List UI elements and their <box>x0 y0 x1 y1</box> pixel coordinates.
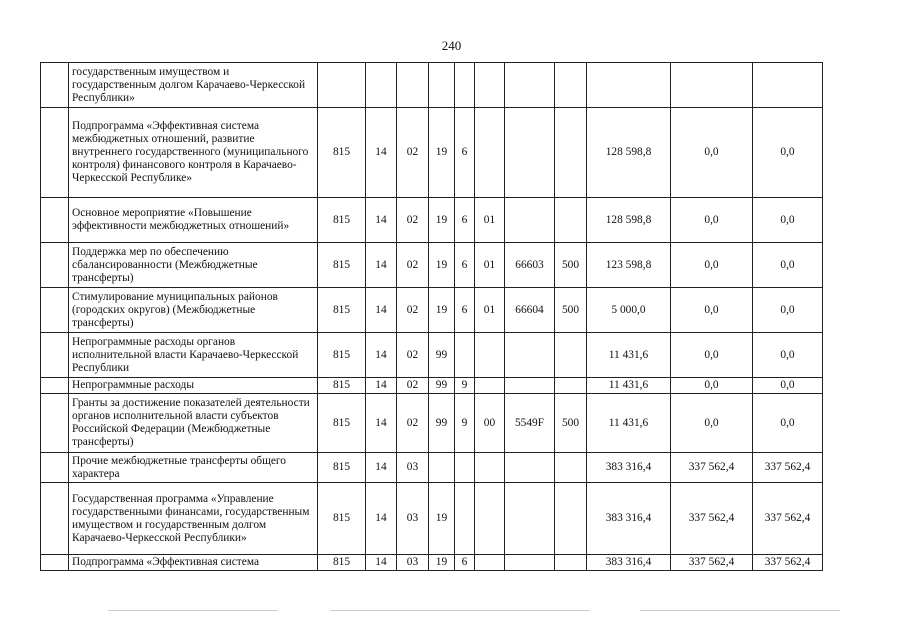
amount-year-2 <box>671 63 753 108</box>
target-direction-code <box>505 483 555 555</box>
amount-year-3: 337 562,4 <box>753 453 823 483</box>
section-code: 14 <box>366 198 397 243</box>
grbs-code: 815 <box>318 333 366 378</box>
expense-type-code: 500 <box>555 394 587 453</box>
target-program-code: 99 <box>429 333 455 378</box>
target-direction-code <box>505 453 555 483</box>
amount-year-2: 337 562,4 <box>671 483 753 555</box>
row-name: Подпрограмма «Эффективная система <box>69 555 318 571</box>
table-row <box>41 288 823 333</box>
target-event-code <box>475 333 505 378</box>
amount-year-2: 337 562,4 <box>671 555 753 571</box>
subsection-code: 02 <box>397 394 429 453</box>
grbs-code: 815 <box>318 453 366 483</box>
section-code: 14 <box>366 288 397 333</box>
expense-type-code <box>555 378 587 394</box>
target-program-code <box>429 63 455 108</box>
target-program-code: 19 <box>429 108 455 198</box>
target-subprogram-code <box>455 63 475 108</box>
amount-year-3: 337 562,4 <box>753 483 823 555</box>
expense-type-code <box>555 108 587 198</box>
row-name: Прочие межбюджетные трансферты общего характера <box>69 453 318 483</box>
amount-year-3: 0,0 <box>753 198 823 243</box>
amount-year-3: 337 562,4 <box>753 555 823 571</box>
target-event-code: 00 <box>475 394 505 453</box>
section-code: 14 <box>366 108 397 198</box>
section-code: 14 <box>366 555 397 571</box>
row-index-cell <box>41 555 69 571</box>
amount-year-2: 0,0 <box>671 378 753 394</box>
row-index-cell <box>41 108 69 198</box>
table-row <box>41 333 823 378</box>
row-name: Основное мероприятие «Повышение эффективности межбюджетных отношений» <box>69 198 318 243</box>
table-row <box>41 483 823 555</box>
row-index-cell <box>41 288 69 333</box>
grbs-code: 815 <box>318 243 366 288</box>
target-program-code: 99 <box>429 378 455 394</box>
subsection-code: 02 <box>397 333 429 378</box>
subsection-code: 02 <box>397 243 429 288</box>
section-code: 14 <box>366 394 397 453</box>
section-code: 14 <box>366 453 397 483</box>
amount-year-3: 0,0 <box>753 333 823 378</box>
target-event-code <box>475 63 505 108</box>
grbs-code: 815 <box>318 108 366 198</box>
amount-year-1: 383 316,4 <box>587 483 671 555</box>
expense-type-code <box>555 63 587 108</box>
target-direction-code: 66603 <box>505 243 555 288</box>
amount-year-1: 11 431,6 <box>587 333 671 378</box>
budget-table <box>40 62 823 571</box>
row-name: Подпрограмма «Эффективная система межбюджетных отношений, развитие внутреннего государственного (муниципального контроля) финансового контроля в Карачаево-Черкесской Республике» <box>69 108 318 198</box>
section-code: 14 <box>366 243 397 288</box>
row-name: Государственная программа «Управление государственными финансами, государственным имуществом и государственным долгом Карачаево-Черкесской Республики» <box>69 483 318 555</box>
target-program-code: 19 <box>429 555 455 571</box>
target-direction-code: 5549F <box>505 394 555 453</box>
amount-year-1: 128 598,8 <box>587 198 671 243</box>
table-row <box>41 555 823 571</box>
grbs-code: 815 <box>318 394 366 453</box>
amount-year-2: 0,0 <box>671 198 753 243</box>
subsection-code: 02 <box>397 378 429 394</box>
target-program-code: 99 <box>429 394 455 453</box>
page-number: 240 <box>441 38 462 53</box>
target-subprogram-code: 6 <box>455 555 475 571</box>
target-direction-code <box>505 108 555 198</box>
target-direction-code <box>505 63 555 108</box>
target-subprogram-code: 9 <box>455 378 475 394</box>
expense-type-code <box>555 333 587 378</box>
row-name: Стимулирование муниципальных районов (городских округов) (Межбюджетные трансферты) <box>69 288 318 333</box>
table-row <box>41 63 823 108</box>
table-row <box>41 394 823 453</box>
expense-type-code <box>555 555 587 571</box>
expense-type-code <box>555 483 587 555</box>
target-subprogram-code <box>455 333 475 378</box>
grbs-code: 815 <box>318 198 366 243</box>
amount-year-3: 0,0 <box>753 243 823 288</box>
target-event-code: 01 <box>475 288 505 333</box>
row-index-cell <box>41 198 69 243</box>
target-subprogram-code <box>455 483 475 555</box>
target-direction-code <box>505 555 555 571</box>
target-event-code <box>475 453 505 483</box>
row-index-cell <box>41 394 69 453</box>
table-row <box>41 108 823 198</box>
row-name: Непрограммные расходы <box>69 378 318 394</box>
expense-type-code <box>555 453 587 483</box>
amount-year-3: 0,0 <box>753 288 823 333</box>
row-name: Поддержка мер по обеспечению сбалансированности (Межбюджетные трансферты) <box>69 243 318 288</box>
amount-year-1: 383 316,4 <box>587 453 671 483</box>
amount-year-1: 123 598,8 <box>587 243 671 288</box>
expense-type-code: 500 <box>555 243 587 288</box>
target-event-code: 01 <box>475 198 505 243</box>
expense-type-code: 500 <box>555 288 587 333</box>
target-subprogram-code: 9 <box>455 394 475 453</box>
table-row <box>41 243 823 288</box>
grbs-code: 815 <box>318 483 366 555</box>
amount-year-3 <box>753 63 823 108</box>
target-direction-code <box>505 198 555 243</box>
target-program-code: 19 <box>429 198 455 243</box>
amount-year-2: 0,0 <box>671 243 753 288</box>
footer-rule <box>330 610 590 611</box>
row-index-cell <box>41 243 69 288</box>
grbs-code: 815 <box>318 555 366 571</box>
table-row <box>41 378 823 394</box>
amount-year-1 <box>587 63 671 108</box>
target-subprogram-code: 6 <box>455 288 475 333</box>
target-direction-code <box>505 378 555 394</box>
amount-year-1: 128 598,8 <box>587 108 671 198</box>
target-program-code: 19 <box>429 288 455 333</box>
amount-year-2: 0,0 <box>671 288 753 333</box>
target-event-code <box>475 378 505 394</box>
expense-type-code <box>555 198 587 243</box>
target-event-code: 01 <box>475 243 505 288</box>
row-index-cell <box>41 483 69 555</box>
target-subprogram-code: 6 <box>455 198 475 243</box>
subsection-code: 02 <box>397 108 429 198</box>
row-name: государственным имуществом и государственным долгом Карачаево-Черкесской Республики» <box>69 63 318 108</box>
target-event-code <box>475 555 505 571</box>
amount-year-3: 0,0 <box>753 108 823 198</box>
subsection-code: 02 <box>397 288 429 333</box>
grbs-code: 815 <box>318 288 366 333</box>
amount-year-1: 11 431,6 <box>587 394 671 453</box>
target-subprogram-code: 6 <box>455 243 475 288</box>
target-subprogram-code <box>455 453 475 483</box>
amount-year-3: 0,0 <box>753 394 823 453</box>
amount-year-1: 383 316,4 <box>587 555 671 571</box>
row-name: Непрограммные расходы органов исполнительной власти Карачаево-Черкесской Республики <box>69 333 318 378</box>
grbs-code <box>318 63 366 108</box>
row-name: Гранты за достижение показателей деятельности органов исполнительной власти субъектов Российской Федерации (Межбюджетные трансферты) <box>69 394 318 453</box>
amount-year-3: 0,0 <box>753 378 823 394</box>
footer-rule <box>108 610 278 611</box>
target-event-code <box>475 483 505 555</box>
grbs-code: 815 <box>318 378 366 394</box>
amount-year-1: 11 431,6 <box>587 378 671 394</box>
target-direction-code <box>505 333 555 378</box>
footer-rule <box>640 610 840 611</box>
section-code: 14 <box>366 333 397 378</box>
target-program-code <box>429 453 455 483</box>
table-row <box>41 453 823 483</box>
amount-year-2: 0,0 <box>671 333 753 378</box>
target-direction-code: 66604 <box>505 288 555 333</box>
subsection-code: 03 <box>397 555 429 571</box>
amount-year-1: 5 000,0 <box>587 288 671 333</box>
subsection-code: 03 <box>397 453 429 483</box>
subsection-code: 02 <box>397 198 429 243</box>
row-index-cell <box>41 378 69 394</box>
target-subprogram-code: 6 <box>455 108 475 198</box>
subsection-code: 03 <box>397 483 429 555</box>
row-index-cell <box>41 453 69 483</box>
table-row <box>41 198 823 243</box>
target-program-code: 19 <box>429 243 455 288</box>
row-index-cell <box>41 333 69 378</box>
amount-year-2: 337 562,4 <box>671 453 753 483</box>
subsection-code <box>397 63 429 108</box>
amount-year-2: 0,0 <box>671 394 753 453</box>
target-event-code <box>475 108 505 198</box>
row-index-cell <box>41 63 69 108</box>
amount-year-2: 0,0 <box>671 108 753 198</box>
section-code: 14 <box>366 483 397 555</box>
target-program-code: 19 <box>429 483 455 555</box>
section-code: 14 <box>366 378 397 394</box>
section-code <box>366 63 397 108</box>
